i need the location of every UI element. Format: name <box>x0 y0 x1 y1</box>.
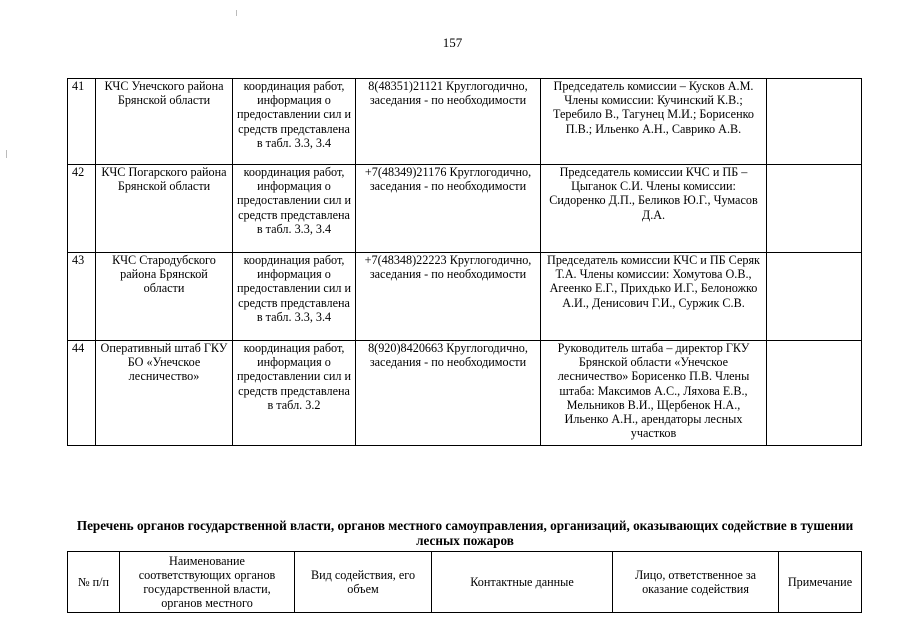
header-note: Примечание <box>779 552 862 613</box>
responsible-person: Председатель комиссии КЧС и ПБ – Цыганок С.И. Члены комиссии: Сидоренко Д.П., Беликов Ю.Г., Чумасов Д.А. <box>541 165 767 253</box>
note <box>767 165 862 253</box>
assistance-type: координация работ, информация о предоставлении сил и средств представлена в табл. 3.3, 3.4 <box>233 165 356 253</box>
responsible-person: Председатель комиссии КЧС и ПБ Серяк Т.А. Члены комиссии: Хомутова О.В., Агеенко Е.Г., Прихдько И.Г., Белоножко А.И., Денисович Г.И., Суржик С.В. <box>541 253 767 341</box>
table-row <box>68 79 862 165</box>
table-row <box>68 253 862 341</box>
contact-data: 8(48351)21121 Круглогодично, заседания - по необходимости <box>356 79 541 165</box>
organization-name: Оперативный штаб ГКУ БО «Унечское лесничество» <box>96 341 233 446</box>
contact-data: +7(48348)22223 Круглогодично, заседания - по необходимости <box>356 253 541 341</box>
header-num: № п/п <box>68 552 120 613</box>
header-row <box>68 552 862 613</box>
scan-mark <box>6 150 7 158</box>
header-name: Наименование соответствующих органов государственной власти, органов местного <box>120 552 295 613</box>
page-number: 157 <box>442 35 463 50</box>
row-number: 41 <box>68 79 96 165</box>
header-assistance: Вид содействия, его объем <box>295 552 432 613</box>
organizations-table <box>67 78 862 446</box>
table-row <box>68 341 862 446</box>
row-number: 44 <box>68 341 96 446</box>
assistance-type: координация работ, информация о предоставлении сил и средств представлена в табл. 3.2 <box>233 341 356 446</box>
responsible-person: Руководитель штаба – директор ГКУ Брянской области «Унечское лесничество» Борисенко П.В. Члены штаба: Максимов А.С., Ляхова Е.В., Мельников В.И., Щербенок Н.А., Ильенко А.Н., арендаторы лесных участков <box>541 341 767 446</box>
row-number: 43 <box>68 253 96 341</box>
contact-data: 8(920)8420663 Круглогодично, заседания - по необходимости <box>356 341 541 446</box>
responsible-person: Председатель комиссии – Кусков А.М. Члены комиссии: Кучинский К.В.; Теребило В., Тагунец М.И.; Борисенко П.В.; Ильенко А.Н., Саврико А.В. <box>541 79 767 165</box>
list-title: Перечень органов государственной власти, органов местного самоуправления, организаций, оказывающих содействие в тушении лесных пожаров <box>76 518 854 548</box>
header-contacts: Контактные данные <box>432 552 613 613</box>
note <box>767 341 862 446</box>
assistance-type: координация работ, информация о предоставлении сил и средств представлена в табл. 3.3, 3.4 <box>233 79 356 165</box>
scan-mark <box>236 10 237 16</box>
note <box>767 253 862 341</box>
organization-name: КЧС Погарского района Брянской области <box>96 165 233 253</box>
note <box>767 79 862 165</box>
contact-data: +7(48349)21176 Круглогодично, заседания - по необходимости <box>356 165 541 253</box>
assistance-type: координация работ, информация о предоставлении сил и средств представлена в табл. 3.3, 3.4 <box>233 253 356 341</box>
assistance-table-header <box>67 551 862 613</box>
organization-name: КЧС Унечского района Брянской области <box>96 79 233 165</box>
header-responsible: Лицо, ответственное за оказание содействия <box>613 552 779 613</box>
table-row <box>68 165 862 253</box>
row-number: 42 <box>68 165 96 253</box>
organization-name: КЧС Стародубского района Брянской области <box>96 253 233 341</box>
